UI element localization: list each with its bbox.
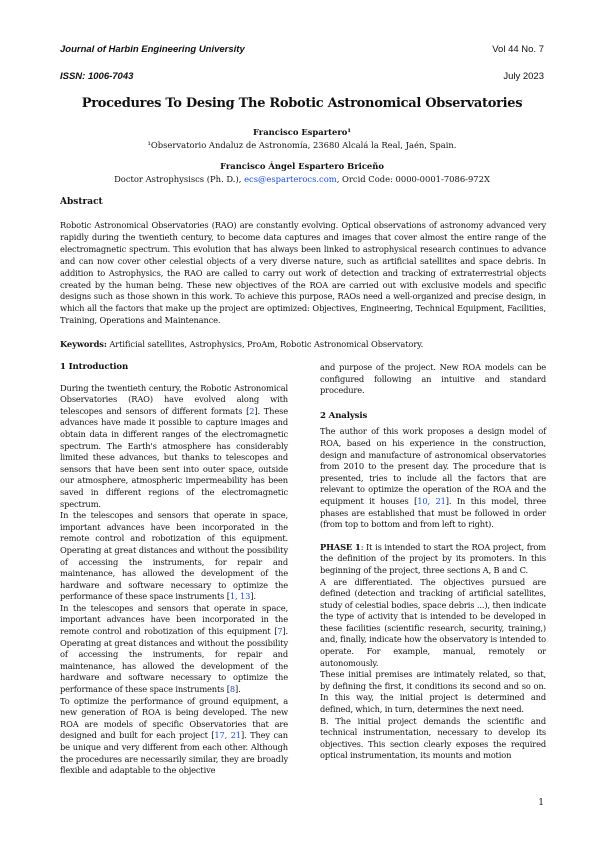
citation-link[interactable]: 10, 21 — [417, 495, 446, 506]
keywords — [60, 339, 546, 349]
intro-paragraph-1: During the twentieth century, the Robotic Astronomical Observatories (RAO) have evolved along with telescopes and sensors of different formats [2]. These advances have made it possible to capture images and obtain data in different ranges of the electromagnetic spectrum. The Earth's atmosphere has considerably limited these advances, but thanks to telescopes and sensors that have been sent into outer space, outside our atmosphere, atmospheric impermeability has been saved in different regions of the electromagnetic spectrum. — [60, 382, 288, 509]
author-2-affiliation — [60, 174, 544, 184]
citation-link[interactable]: 7 — [277, 626, 283, 637]
analysis-paragraph-1: The author of this work proposes a design model of ROA, based on his experience in the construction, design and manufacture of astronomical observatories from 2010 to the present day. The procedure that is presented, tries to include all the factors that are relevant to optimize the operation of the ROA and the equipment it houses [10, 21]. In this model, three phases are established that must be followed in order (from top to bottom and from left to right). — [320, 426, 546, 530]
journal-name: Journal of Harbin Engineering University — [60, 44, 245, 55]
abstract-heading: Abstract — [60, 197, 103, 207]
author-2-name: Francisco Ángel Espartero Briceño — [220, 161, 384, 171]
citation-link[interactable]: 17, 21 — [214, 730, 241, 741]
phase-1-paragraph: PHASE 1: It is intended to start the ROA project, from the definition of the project by its promoters. In this beginning of the project, three sections A, B and C. — [320, 541, 546, 575]
phase-1-section-a: A are differentiated. The objectives pursued are defined (detection and tracking of artificial satellites, study of celestial bodies, space debris ...), then indicate the type of activity that is intended to be developed in these facilities (scientific research, security, training,) and, finally, indicate how the observatory is intended to operate. For example, manual, remotely or autonomously. — [320, 576, 546, 668]
author-2-email-link[interactable]: ecs@esparterocs.com — [244, 174, 337, 184]
keywords-text: Artificial satellites, Astrophysics, ProAm, Robotic Astronomical Observatory. — [106, 339, 424, 349]
right-column — [320, 362, 546, 762]
intro-paragraph-continued: and purpose of the project. New ROA models can be configured following an intuitive and standard procedure. — [320, 362, 546, 396]
abstract-text: Robotic Astronomical Observatories (RAO) are constantly evolving. Optical observations of astronomy advanced very rapidly during the twentieth century, to become data captures and images that cover almost the entire range of the electromagnetic spectrum. This evolution that has always been linked to astrophysical research continues to advance and can now cover other celestial objects of a very diverse nature, such as artificial satellites and space debris. In addition to Astrophysics, the RAO are called to carry out work of detection and tracking of extraterrestrial objects created by the human being. These new objectives of the ROA are carried out with exclusive models and specific designs such as those shown in this work. To achieve this purpose, RAOs need a well-organized and precise design, in which all the factors that make up the project are optimized: Objectives, Engineering, Technical Equipment, Facilities, Training, Operations and Maintenance. — [60, 220, 546, 326]
citation-link[interactable]: 8 — [229, 684, 236, 695]
paper-title: Procedures To Desing The Robotic Astronomical Observatories — [81, 96, 523, 111]
intro-paragraph-4: To optimize the performance of ground equipment, a new generation of ROA is being developed. The new ROA are models of specific Observatories that are designed and built for each project [17, 21]. They can be unique and very different from each other. Although the procedures are necessarily similar, they are broadly flexible and adaptable to the objective — [60, 695, 288, 776]
left-column — [60, 362, 288, 777]
citation-link[interactable]: 1, 13 — [229, 591, 251, 602]
intro-paragraph-2: In the telescopes and sensors that operate in space, important advances have been incorporated in the remote control and robotization of this equipment. Operating at great distances and without the possibility of accessing the instruments, for repair and maintenance, has allowed the development of the hardware and software necessary to optimize the performance of these space instruments [1, 13]. — [60, 510, 288, 602]
journal-issn: ISSN: 1006-7043 — [60, 71, 134, 82]
author-2-degree: Doctor Astrophysiscs (Ph. D.), — [114, 174, 242, 184]
journal-date: July 2023 — [503, 71, 544, 82]
phase-1-label: PHASE 1 — [320, 541, 361, 552]
phase-1-premises: These initial premises are intimately related, so that, by defining the first, it conditions its second and so on. In this way, the initial project is determined and defined, which, in turn, determines the next need. — [320, 669, 546, 715]
intro-heading: 1 Introduction — [60, 362, 129, 372]
intro-paragraph-3: In the telescopes and sensors that operate in space, important advances have been incorporated in the remote control and robotization of this equipment [7]. Operating at great distances and without the possibility of accessing the instruments, for repair and maintenance, has allowed the development of the hardware and software necessary to optimize the performance of these space instruments [8]. — [60, 602, 288, 695]
journal-volume: Vol 44 No. 7 — [492, 44, 544, 55]
page-number: 1 — [538, 798, 544, 808]
author-1-name: Francisco Espartero¹ — [253, 127, 351, 137]
phase-1-section-b: B. The initial project demands the scientific and technical instrumentation, necessary to develop its objectives. This section clearly exposes the required optical instrumentation, its mounts and motion — [320, 715, 546, 761]
author-2-orcid: , Orcid Code: 0000-0001-7086-972X — [336, 174, 490, 184]
citation-link[interactable]: 2 — [249, 405, 255, 416]
analysis-heading: 2 Analysis — [320, 410, 368, 421]
author-1-affiliation: ¹Observatorio Andaluz de Astronomía, 23680 Alcalá la Real, Jaén, Spain. — [147, 140, 457, 150]
keywords-label: Keywords: — [60, 339, 107, 349]
